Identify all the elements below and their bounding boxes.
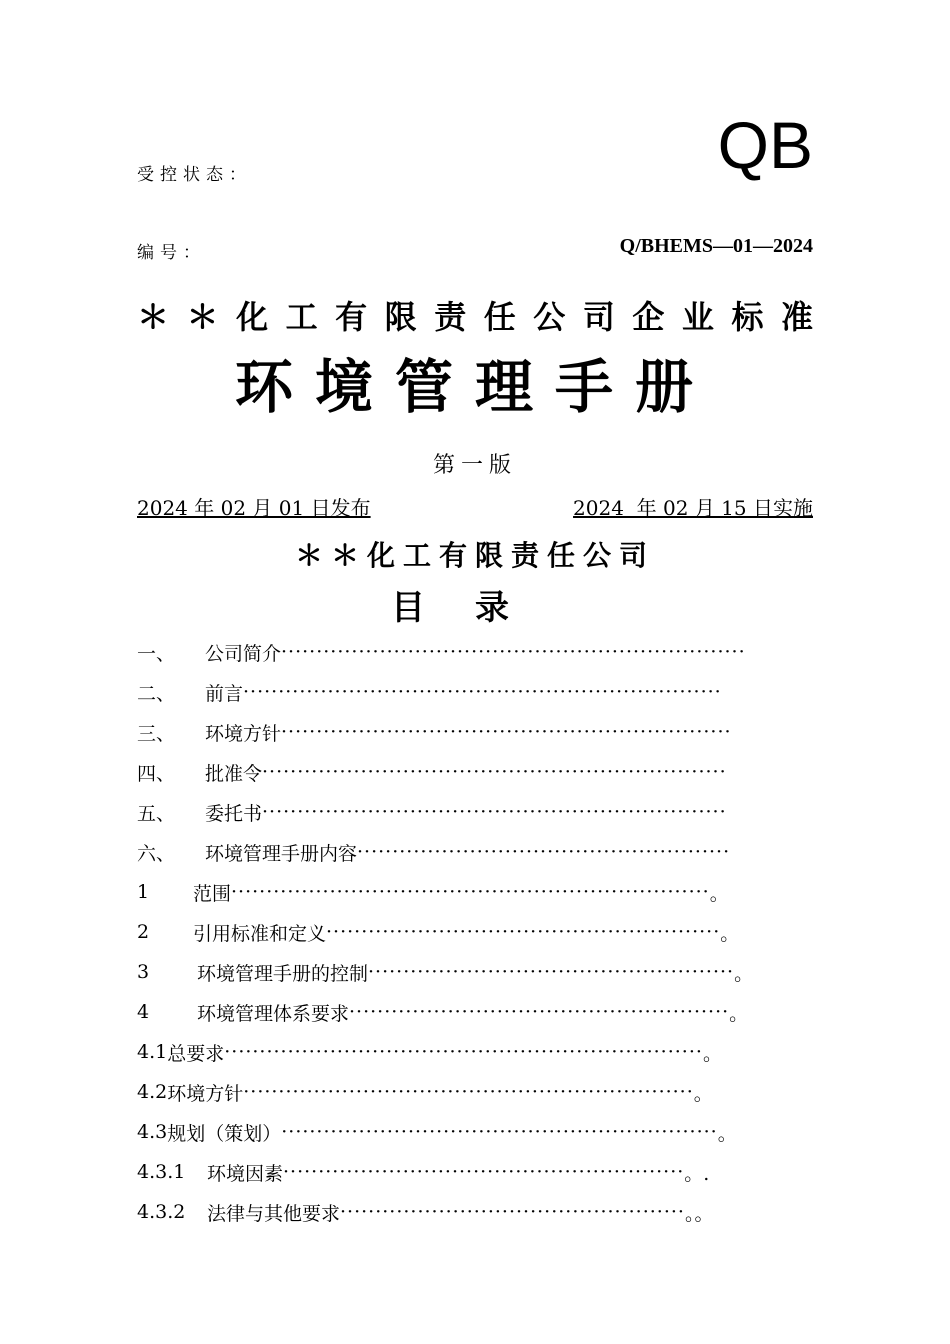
toc-item-number: 2 <box>137 921 150 943</box>
toc-heading: 目录 <box>391 588 559 628</box>
toc-item-number: 三、 <box>137 722 176 745</box>
company-standard-heading: ＊＊化工有限责任公司企业标准 <box>137 298 813 336</box>
toc-item-number: 二、 <box>137 682 176 705</box>
toc-item-title: 总要求 <box>167 1042 225 1065</box>
toc-item-number: 4 <box>137 1001 150 1023</box>
effective-date: 2024 年 02 月 15 日实施 <box>573 496 813 520</box>
toc-item[interactable] <box>137 672 813 712</box>
toc-item-number: 4.3.1 <box>137 1161 186 1183</box>
toc-item-title: 范围 <box>193 882 232 905</box>
toc-item[interactable] <box>137 1112 813 1152</box>
toc-item-tail: 。 <box>734 962 754 985</box>
toc-item-number: 4.2 <box>137 1081 168 1103</box>
toc-item-number: 五、 <box>137 802 176 825</box>
toc-leader: ·································································· <box>262 761 727 783</box>
toc-leader: ···································································· <box>231 881 710 903</box>
toc-leader: ······························································ <box>281 1121 718 1143</box>
toc-item[interactable] <box>137 832 813 872</box>
toc-item-tail: 。 <box>702 1042 722 1065</box>
toc-item-title: 环境方针 <box>167 1082 244 1105</box>
toc-item-title: 环境管理手册内容 <box>205 842 358 865</box>
toc-item-title: 环境管理体系要求 <box>197 1002 350 1025</box>
table-of-contents <box>137 632 813 1232</box>
toc-item[interactable] <box>137 992 813 1032</box>
toc-item-title: 环境管理手册的控制 <box>197 962 369 985</box>
toc-item-title: 环境因素 <box>207 1162 284 1185</box>
toc-item-title: 规划（策划） <box>167 1122 282 1145</box>
company-name: ＊＊化工有限责任公司 <box>294 539 655 572</box>
toc-item-tail: 。. <box>684 1162 710 1185</box>
toc-item-number: 4.3 <box>137 1121 168 1143</box>
toc-item-title: 引用标准和定义 <box>193 922 327 945</box>
toc-item-title: 法律与其他要求 <box>207 1202 341 1225</box>
toc-leader: ························································ <box>326 921 721 943</box>
toc-leader: ·································································· <box>262 801 727 823</box>
toc-item-tail: 。 <box>693 1082 713 1105</box>
toc-leader: ···································································· <box>224 1041 703 1063</box>
toc-item-title: 委托书 <box>205 802 263 825</box>
edition-label: 第一版 <box>432 453 517 478</box>
toc-item[interactable] <box>137 712 813 752</box>
toc-item[interactable] <box>137 632 813 672</box>
dates-line <box>137 492 813 521</box>
toc-item-title: 环境方针 <box>205 722 282 745</box>
toc-item[interactable] <box>137 1032 813 1072</box>
toc-item[interactable] <box>137 1152 813 1192</box>
toc-item-tail: 。。 <box>684 1202 714 1225</box>
toc-leader: ···················································· <box>368 961 735 983</box>
toc-leader: ································································ <box>243 1081 694 1103</box>
number-label: 编号： <box>137 243 206 263</box>
toc-item-tail: 。 <box>709 882 729 905</box>
toc-leader: ·································································· <box>281 641 746 663</box>
toc-item[interactable] <box>137 792 813 832</box>
toc-item[interactable] <box>137 1072 813 1112</box>
publish-date: 2024 年 02 月 01 日发布 <box>137 496 371 520</box>
toc-item-title: 前言 <box>205 682 244 705</box>
toc-leader: ················································· <box>340 1201 685 1223</box>
toc-item[interactable] <box>137 952 813 992</box>
toc-item-number: 4.3.2 <box>137 1201 186 1223</box>
toc-item-tail: 。 <box>720 922 740 945</box>
qb-mark: QB <box>717 108 813 182</box>
toc-item-number: 4.1 <box>137 1041 168 1063</box>
manual-title: 环境管理手册 <box>234 353 715 421</box>
toc-item-number: 一、 <box>137 642 176 665</box>
document-code: Q/BHEMS—01—2024 <box>619 235 813 257</box>
toc-item[interactable] <box>137 872 813 912</box>
toc-leader: ······················································ <box>349 1001 730 1023</box>
toc-item-tail: 。 <box>717 1122 737 1145</box>
toc-item[interactable] <box>137 1192 813 1232</box>
toc-leader: ····················································· <box>357 841 731 863</box>
toc-item-tail: 。 <box>729 1002 749 1025</box>
toc-item-number: 六、 <box>137 842 176 865</box>
toc-leader: ···································································· <box>243 681 722 703</box>
toc-item[interactable] <box>137 752 813 792</box>
toc-leader: ························································· <box>283 1161 685 1183</box>
toc-leader: ································································ <box>281 721 732 743</box>
toc-item[interactable] <box>137 912 813 952</box>
toc-item-title: 公司简介 <box>205 642 282 665</box>
toc-item-number: 四、 <box>137 762 176 785</box>
toc-item-number: 3 <box>137 961 150 983</box>
control-status-label: 受控状态： <box>137 165 252 185</box>
toc-item-number: 1 <box>137 881 150 903</box>
toc-item-title: 批准令 <box>205 762 263 785</box>
